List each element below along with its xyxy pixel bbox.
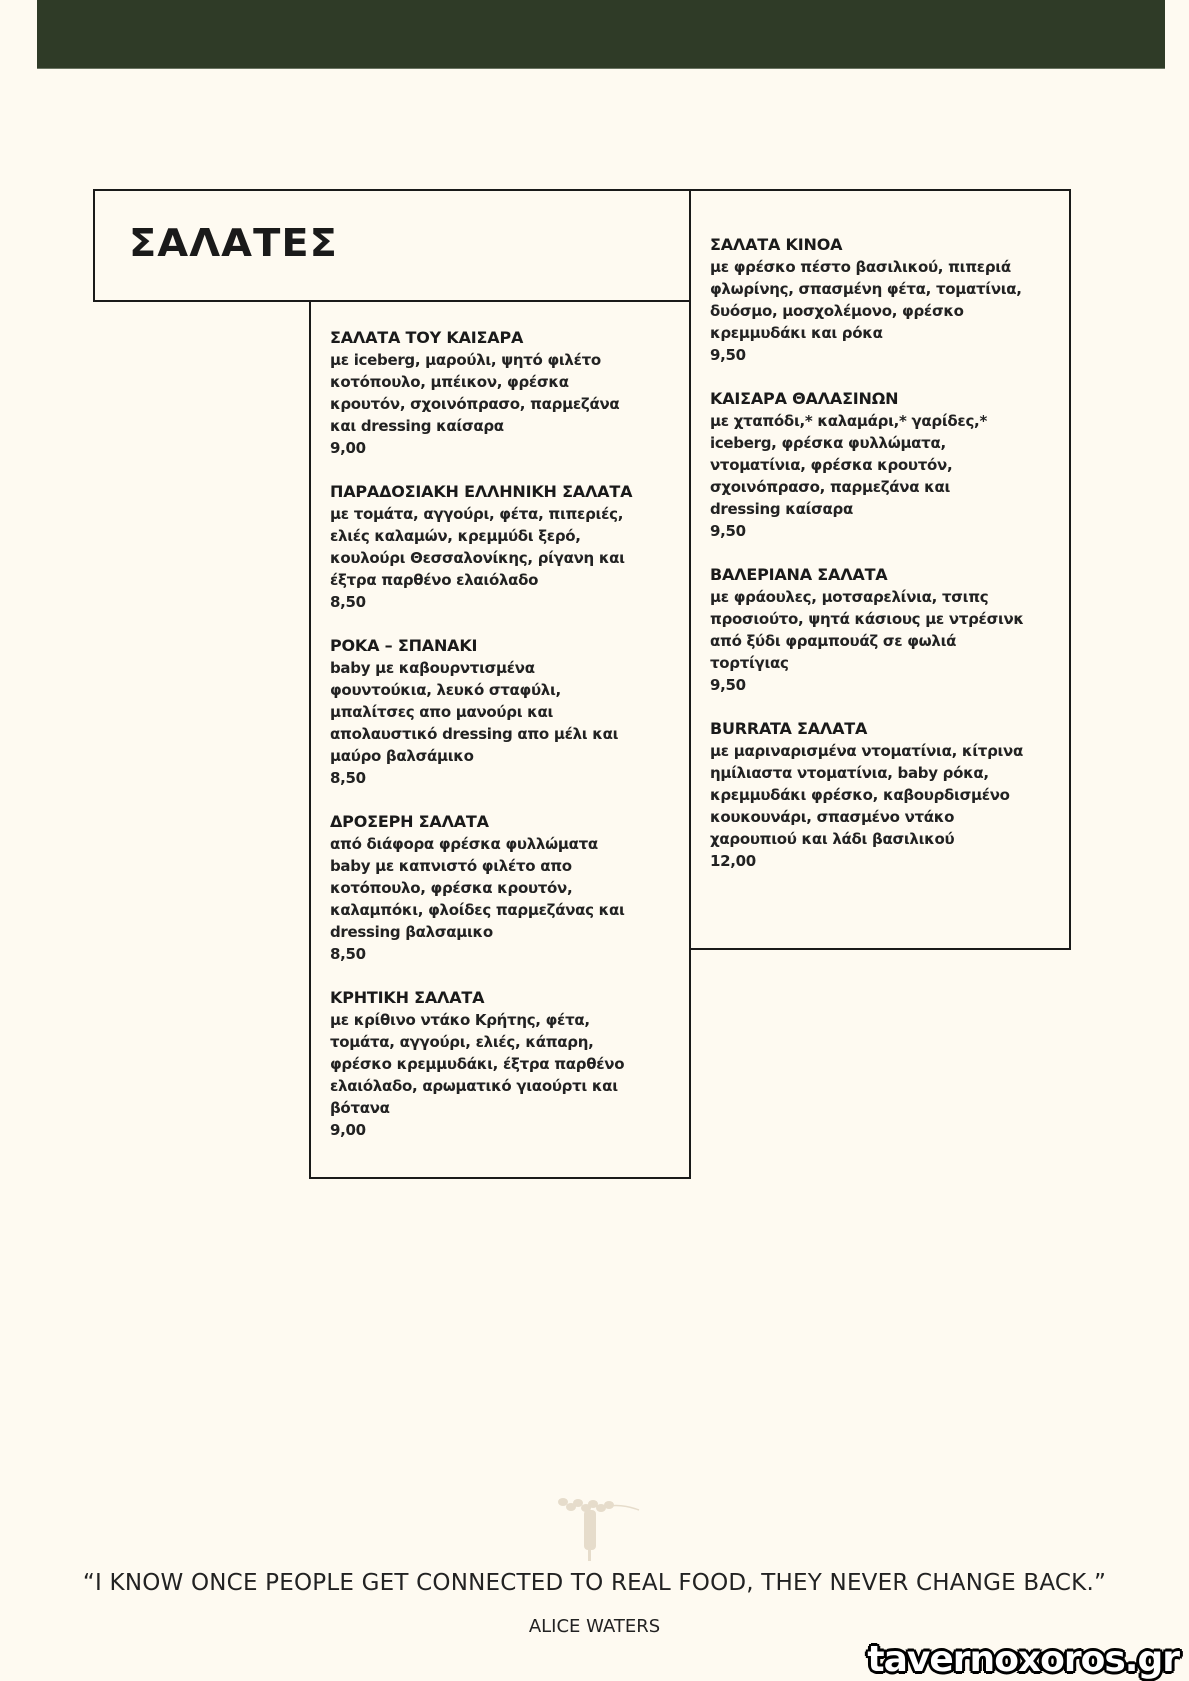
section-title-box	[93, 189, 691, 302]
menu-item	[710, 718, 1059, 872]
menu-item-name: ΚΡΗΤΙΚΗ ΣΑΛΑΤΑ	[330, 988, 485, 1007]
quote-author: ALICE WATERS	[528, 1616, 661, 1637]
section-title: ΣΑΛΑΤΕΣ	[129, 221, 338, 265]
menu-item-name: BURRATA ΣΑΛΑΤΑ	[710, 719, 868, 738]
menu-item	[330, 987, 679, 1141]
menu-item-name: ΚΑΙΣΑΡΑ ΘΑΛΑΣΙΝΩΝ	[710, 389, 899, 408]
watermark: tavernoxoros.gr	[867, 1639, 1179, 1680]
menu-item	[330, 327, 679, 459]
menu-item-name: ΒΑΛΕΡΙΑΝΑ ΣΑΛΑΤΑ	[710, 565, 888, 584]
menu-item-description: με κρίθινο ντάκο Κρήτης, φέτα, τομάτα, αγγούρι, ελιές, κάπαρη, φρέσκο κρεμμυδάκι, έξτρα παρθένο ελαιόλαδο, αρωματικό γιαούρτι και βότανα	[330, 1011, 625, 1117]
menu-item-name: ΣΑΛΑΤΑ ΚΙΝΟΑ	[710, 235, 843, 254]
menu-item	[710, 388, 1059, 542]
menu-item-price: 9,50	[710, 522, 746, 540]
menu-item-description: με φράουλες, μοτσαρελίνια, τσιπς προσιούτο, ψητά κάσιους με ντρέσινκ από ξύδι φραμπουάζ σε φωλιά τορτίγιας	[710, 588, 1024, 672]
menu-item	[710, 234, 1059, 366]
menu-item-name: ΠΑΡΑΔΟΣΙΑΚΗ ΕΛΛΗΝΙΚΗ ΣΑΛΑΤΑ	[330, 482, 633, 501]
menu-item-price: 12,00	[710, 852, 756, 870]
menu-item-description: από διάφορα φρέσκα φυλλώματα baby με καπνιστό φιλέτο απο κοτόπουλο, φρέσκα κρουτόν, καλαμπόκι, φλοίδες παρμεζάνας και dressing βαλσαμικο	[330, 835, 625, 941]
menu-item-price: 9,00	[330, 1121, 366, 1139]
menu-item-description: baby με καβουρντισμένα φουντούκια, λευκό σταφύλι, μπαλίτσες απο μανούρι και απολαυστικό dressing απο μέλι και μαύρο βαλσάμικο	[330, 659, 619, 765]
menu-item-price: 9,50	[710, 346, 746, 364]
menu-item-price: 8,50	[330, 593, 366, 611]
left-menu-list	[330, 327, 679, 1163]
menu-item-description: με iceberg, μαρούλι, ψητό φιλέτο κοτόπουλο, μπέικον, φρέσκα κρουτόν, σχοινόπρασο, παρμεζάνα και dressing καίσαρα	[330, 351, 620, 435]
wheat-fork-icon	[551, 1494, 651, 1564]
menu-item-price: 9,00	[330, 439, 366, 457]
menu-item-description: με φρέσκο πέστο βασιλικού, πιπεριά φλωρίνης, σπασμένη φέτα, τοματίνια, δυόσμο, μοσχολέμονο, φρέσκο κρεμμυδάκι και ρόκα	[710, 258, 1022, 342]
menu-item-name: ΔΡΟΣΕΡΗ ΣΑΛΑΤΑ	[330, 812, 489, 831]
menu-item-price: 8,50	[330, 945, 366, 963]
menu-item-price: 9,50	[710, 676, 746, 694]
menu-item-name: ΣΑΛΑΤΑ ΤΟΥ ΚΑΙΣΑΡΑ	[330, 328, 524, 347]
footer-quote: “I KNOW ONCE PEOPLE GET CONNECTED TO REAL FOOD, THEY NEVER CHANGE BACK.”	[82, 1570, 1107, 1596]
menu-item	[710, 564, 1059, 696]
menu-item-price: 8,50	[330, 769, 366, 787]
right-menu-list	[710, 234, 1059, 894]
left-menu-column	[309, 300, 691, 1179]
menu-item	[330, 635, 679, 789]
header-bar	[37, 0, 1165, 69]
menu-item	[330, 481, 679, 613]
menu-item-description: με χταπόδι,* καλαμάρι,* γαρίδες,* iceberg, φρέσκα φυλλώματα, ντοματίνια, φρέσκα κρουτόν, σχοινόπρασο, παρμεζάνα και dressing καίσαρα	[710, 412, 987, 518]
menu-item	[330, 811, 679, 965]
menu-item-description: με μαριναρισμένα ντοματίνια, κίτρινα ημίλιαστα ντοματίνια, baby ρόκα, κρεμμυδάκι φρέσκο, καβουρδισμένο κουκουνάρι, σπασμένο ντάκο χαρουπιού και λάδι βασιλικού	[710, 742, 1023, 848]
menu-item-name: ΡΟΚΑ – ΣΠΑΝΑΚΙ	[330, 636, 478, 655]
right-menu-column	[689, 189, 1071, 950]
menu-item-description: με τομάτα, αγγούρι, φέτα, πιπεριές, ελιές καλαμών, κρεμμύδι ξερό, κουλούρι Θεσσαλονίκης, ρίγανη και έξτρα παρθένο ελαιόλαδο	[330, 505, 625, 589]
